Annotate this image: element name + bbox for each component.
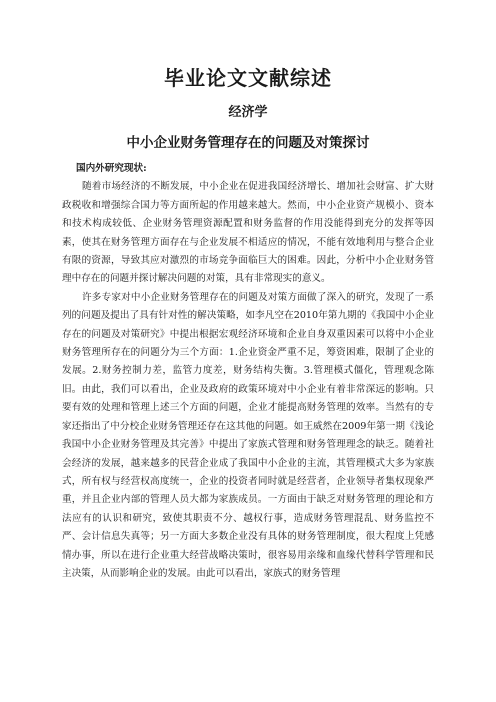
document-title: 毕业论文文献综述 bbox=[164, 66, 332, 90]
paragraph: 随着市场经济的不断发展，中小企业在促进我国经济增长、增加社会财富、扩大财政税收和增强综合国力等方面所起的作用越来越大。然而，中小企业资产规模小、资本和技术构成较低、企业财务管理资源配置和财务监督的作用没能得到充分的发挥等因素，使其在财务管理方面存在与企业发展不相适应的情况，不能有效地利用与整合企业有限的资源，导致其应对激烈的市场竞争面临巨大的困难。因此，分析中小企业财务管理中存在的问题并探讨解决问题的对策，具有非常现实的意义。 bbox=[62, 181, 434, 285]
document-body bbox=[62, 160, 434, 583]
paragraph: 许多专家对中小企业财务管理存在的问题及对策方面做了深入的研究，发现了一系列的问题及提出了具有针对性的解决策略，如李凡空在2010年第九期的《我国中小企业存在的问题及对策研究》中提出根据宏观经济环境和企业自身双重因素可以将中小企业财务管理所存在的问题分为三个方面：1.企业资金严重不足，筹资困难，限制了企业的发展。2.财务控制力差，监管力度差，财务结构失衡。3.管理模式僵化，管理观念陈旧。由此，我们可以看出，企业及政府的政策环境对中小企业有着非常深远的影响。只要有效的处理和管理上述三个方面的问题，企业才能提高财务管理的效率。当然有的专家还指出了中分校企业财务管理还存在这其他的问题。如王威然在2009年第一期《浅论我国中小企业财务管理及其完善》中提出了家族式管理和财务管理理念的缺乏。随着社会经济的发展，越来越多的民营企业成了我国中小企业的主流，其管理模式大多为家族式，所有权与经营权高度统一，企业的投资者同时就是经营者，企业领导者集权现象严重，并且企业内部的管理人员大都为家族成员。一方面由于缺乏对财务管理的理论和方法应有的认识和研究，致使其职责不分、越权行事，造成财务管理混乱、财务监控不严、会计信息失真等；另一方面大多数企业没有具体的财务管理制度，很大程度上凭感情办事，所以在进行企业重大经营战略决策时，很容易用亲缘和血缘代替科学管理和民主决策，从而影响企业的发展。由此可以看出，家族式的财务管理 bbox=[62, 291, 434, 579]
document-topic: 中小企业财务管理存在的问题及对策探讨 bbox=[126, 135, 370, 151]
document-subtitle: 经济学 bbox=[228, 105, 268, 120]
section-heading: 国内外研究现状: bbox=[76, 163, 147, 174]
